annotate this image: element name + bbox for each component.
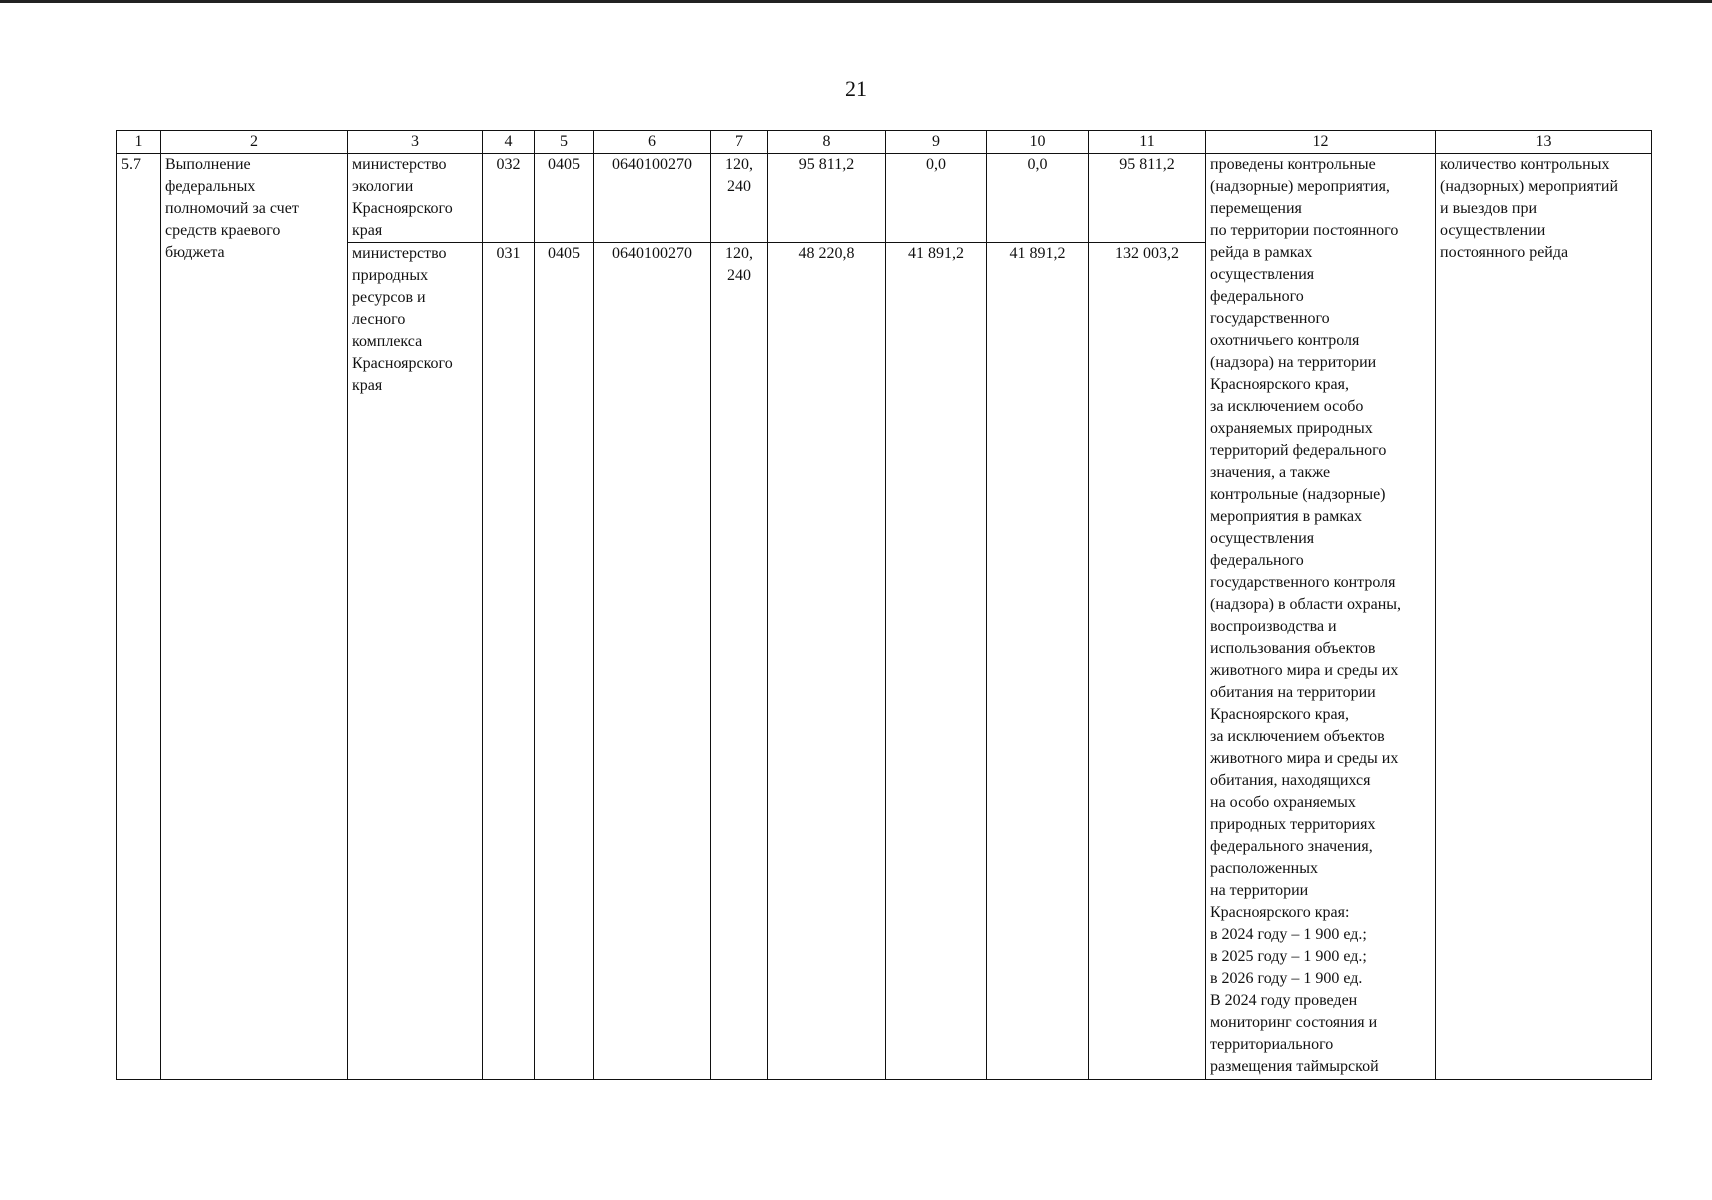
code-col-4: 032 [483, 154, 535, 243]
result-description: проведены контрольные (надзорные) мероприятия, перемещения по территории постоянного рейда в рамках осуществления федерального государственного охотничьего контроля (надзора) на территории Красноярского края, за исключением особо охраняемых природных территорий федерального значения, а также контрольные (надзорные) мероприятия в рамках осуществления федерального государственного контроля (надзора) в области охраны, воспроизводства и использования объектов животного мира и среды их обитания на территории Красноярского края, за исключением объектов животного мира и среды их обитания, находящихся на особо охраняемых природных территориях федерального значения, расположенных на территории Красноярского края: в 2024 году – 1 900 ед.; в 2025 году – 1 900 ед.; в 2026 году – 1 900 ед. В 2024 году проведен мониторинг состояния и территориального размещения таймырской [1206, 154, 1436, 1080]
header-col-2: 2 [161, 131, 348, 154]
page-number: 21 [845, 76, 867, 101]
header-col-4: 4 [483, 131, 535, 154]
code-col-5: 0405 [535, 243, 594, 1080]
code-col-6: 0640100270 [594, 154, 711, 243]
code-col-6: 0640100270 [594, 243, 711, 1080]
amount-col-10: 0,0 [987, 154, 1089, 243]
executor-cell: министерство природных ресурсов и лесного комплекса Красноярского края [348, 243, 483, 1080]
header-col-13: 13 [1436, 131, 1652, 154]
code-col-7: 120, 240 [711, 243, 768, 1080]
indicator-description: количество контрольных (надзорных) мероприятий и выездов при осуществлении постоянного рейда [1436, 154, 1652, 1080]
header-col-6: 6 [594, 131, 711, 154]
amount-col-8: 48 220,8 [768, 243, 886, 1080]
code-col-5: 0405 [535, 154, 594, 243]
row-number: 5.7 [117, 154, 161, 1080]
header-col-1: 1 [117, 131, 161, 154]
measure-name: Выполнение федеральных полномочий за счет средств краевого бюджета [161, 154, 348, 1080]
header-col-5: 5 [535, 131, 594, 154]
amount-col-10: 41 891,2 [987, 243, 1089, 1080]
header-col-3: 3 [348, 131, 483, 154]
amount-col-11: 95 811,2 [1089, 154, 1206, 243]
budget-table [116, 130, 1652, 1080]
top-border-line [0, 0, 1712, 3]
amount-col-11: 132 003,2 [1089, 243, 1206, 1080]
executor-cell: министерство экологии Красноярского края [348, 154, 483, 243]
amount-col-9: 41 891,2 [886, 243, 987, 1080]
table-row [117, 154, 1652, 243]
amount-col-8: 95 811,2 [768, 154, 886, 243]
header-row [117, 131, 1652, 154]
code-col-7: 120, 240 [711, 154, 768, 243]
code-col-4: 031 [483, 243, 535, 1080]
header-col-8: 8 [768, 131, 886, 154]
header-col-12: 12 [1206, 131, 1436, 154]
amount-col-9: 0,0 [886, 154, 987, 243]
header-col-7: 7 [711, 131, 768, 154]
header-col-10: 10 [987, 131, 1089, 154]
header-col-11: 11 [1089, 131, 1206, 154]
header-col-9: 9 [886, 131, 987, 154]
